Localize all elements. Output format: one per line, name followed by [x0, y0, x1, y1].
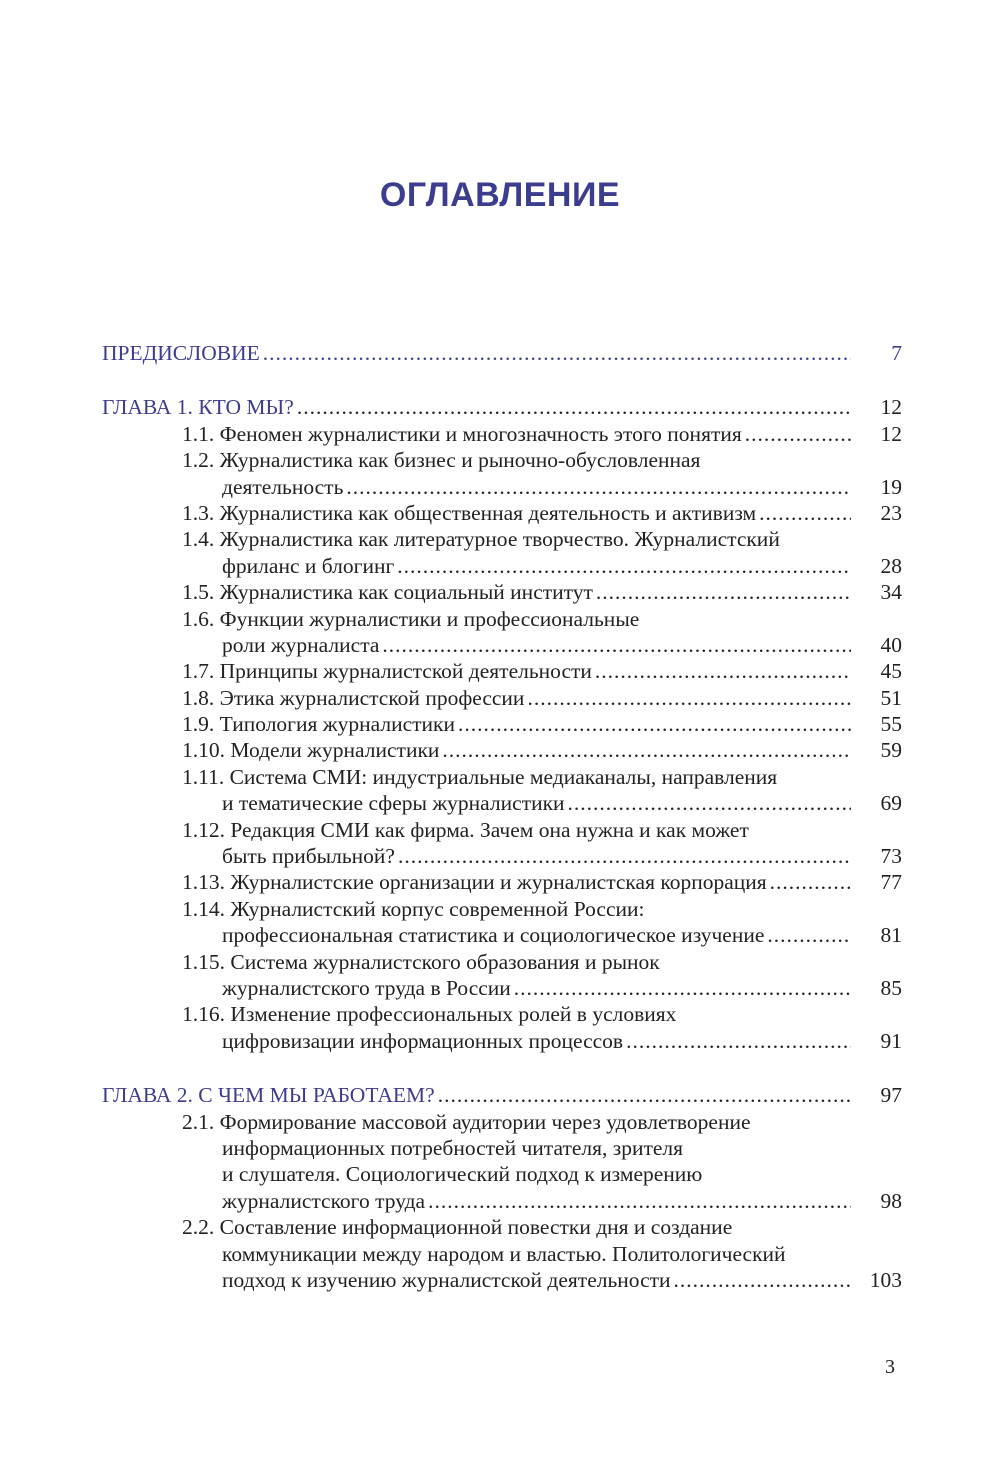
toc-entry-section-2-1-cont[interactable]	[102, 1135, 902, 1161]
toc-entry-label: информационных потребностей читателя, зрителя	[222, 1135, 684, 1160]
toc-entry-section-1-2-cont[interactable]	[102, 474, 902, 500]
toc-page-number: 59	[880, 738, 902, 763]
toc-entry-label: 1.16. Изменение профессиональных ролей в условиях	[182, 1002, 677, 1027]
leader-dots	[674, 1267, 851, 1293]
leader-dots	[346, 474, 851, 500]
toc-entry-section-1-4[interactable]	[102, 526, 902, 552]
toc-page-number: 40	[880, 632, 902, 657]
leader-dots	[595, 658, 851, 684]
toc-entry-label: 1.11. Система СМИ: индустриальные медиаканалы, направления	[182, 764, 778, 789]
toc-page-number: 85	[880, 975, 902, 1000]
toc-page-number: 98	[880, 1188, 902, 1213]
toc-entry-section-1-14[interactable]	[102, 896, 902, 922]
toc-page-number: 28	[880, 553, 902, 578]
toc-page-number: 91	[880, 1028, 902, 1053]
toc-page-number: 81	[880, 923, 902, 948]
toc-entry-section-1-10[interactable]	[102, 737, 902, 763]
toc-page-number: 12	[880, 395, 902, 420]
toc-entry-section-1-8[interactable]	[102, 685, 902, 711]
toc-page-number: 45	[880, 659, 902, 684]
toc-entry-label: 1.14. Журналистский корпус современной России:	[182, 896, 645, 921]
toc-entry-section-1-6-cont[interactable]	[102, 632, 902, 658]
toc-entry-label: деятельность	[222, 474, 344, 499]
toc-entry-section-2-1-cont[interactable]	[102, 1188, 902, 1214]
toc-entry-section-2-2-cont[interactable]	[102, 1267, 902, 1293]
spacer	[102, 366, 902, 394]
toc-entry-section-1-13[interactable]	[102, 869, 902, 895]
leader-dots	[297, 394, 851, 420]
toc-entry-chapter-1[interactable]	[102, 394, 902, 420]
toc-page-number: 51	[880, 685, 902, 710]
toc-entry-section-1-4-cont[interactable]	[102, 553, 902, 579]
toc-entry-label: 1.5. Журналистика как социальный институт	[182, 580, 593, 605]
toc-entry-section-1-6[interactable]	[102, 606, 902, 632]
leader-dots	[767, 922, 851, 948]
toc-entry-label: фриланс и блогинг	[222, 553, 395, 578]
toc-entry-label: 1.6. Функции журналистики и профессиональные	[182, 606, 640, 631]
toc-entry-label: 1.12. Редакция СМИ как фирма. Зачем она нужна и как может	[182, 817, 749, 842]
toc-entry-label: 2.2. Составление информационной повестки дня и создание	[182, 1215, 733, 1240]
toc-entry-label: 1.4. Журналистика как литературное творчество. Журналистский	[182, 527, 780, 552]
toc-page-number: 77	[880, 870, 902, 895]
toc-entry-section-1-5[interactable]	[102, 579, 902, 605]
toc-entry-section-2-2[interactable]	[102, 1214, 902, 1240]
toc-entry-section-1-15[interactable]	[102, 949, 902, 975]
toc-entry-section-1-11[interactable]	[102, 764, 902, 790]
leader-dots	[514, 975, 851, 1001]
toc-page-number: 23	[880, 500, 902, 525]
page-title: ОГЛАВЛЕНИЕ	[379, 176, 621, 214]
toc-entry-section-2-1-cont[interactable]	[102, 1161, 902, 1187]
toc-page-number: 97	[880, 1083, 902, 1108]
toc-entry-section-1-7[interactable]	[102, 658, 902, 684]
toc-entry-label: 1.2. Журналистика как бизнес и рыночно-обусловленная	[182, 448, 701, 473]
leader-dots	[428, 1188, 851, 1214]
toc-page-number: 12	[880, 421, 902, 446]
toc-entry-label: 1.13. Журналистские организации и журналистская корпорация	[182, 870, 767, 895]
leader-dots	[382, 632, 851, 658]
toc-entry-label: 1.1. Феномен журналистики и многозначность этого понятия	[182, 421, 742, 446]
toc-entry-section-2-1[interactable]	[102, 1109, 902, 1135]
leader-dots	[442, 737, 851, 763]
table-of-contents	[102, 340, 902, 1293]
toc-entry-section-1-16-cont[interactable]	[102, 1028, 902, 1054]
toc-entry-label: ГЛАВА 2. С ЧЕМ МЫ РАБОТАЕМ?	[102, 1083, 435, 1108]
toc-entry-label: и тематические сферы журналистики	[222, 791, 565, 816]
toc-entry-label: журналистского труда	[222, 1188, 426, 1213]
toc-page-number: 103	[869, 1267, 902, 1292]
leader-dots	[596, 579, 851, 605]
toc-page-number: 7	[891, 341, 902, 365]
toc-entry-section-1-14-cont[interactable]	[102, 922, 902, 948]
toc-entry-section-1-1[interactable]	[102, 421, 902, 447]
toc-entry-label: журналистского труда в России	[222, 975, 511, 1000]
toc-entry-section-1-11-cont[interactable]	[102, 790, 902, 816]
toc-entry-label: 1.10. Модели журналистики	[182, 738, 440, 763]
toc-entry-section-1-15-cont[interactable]	[102, 975, 902, 1001]
toc-entry-section-1-12-cont[interactable]	[102, 843, 902, 869]
leader-dots	[438, 1082, 851, 1108]
leader-dots	[770, 869, 851, 895]
toc-page-number: 34	[880, 580, 902, 605]
toc-entry-section-1-9[interactable]	[102, 711, 902, 737]
toc-entry-label: 1.8. Этика журналистской профессии	[182, 685, 525, 710]
toc-entry-preface[interactable]	[102, 340, 902, 366]
toc-entry-label: роли журналиста	[222, 632, 380, 657]
toc-entry-section-1-12[interactable]	[102, 817, 902, 843]
leader-dots	[626, 1028, 851, 1054]
toc-entry-label: 1.9. Типология журналистики	[182, 712, 455, 737]
toc-page-number: 55	[880, 712, 902, 737]
toc-entry-label: коммуникации между народом и властью. Политологический	[222, 1241, 786, 1266]
leader-dots	[458, 711, 851, 737]
toc-entry-label: 1.15. Система журналистского образования и рынок	[182, 949, 660, 974]
toc-entry-label: 2.1. Формирование массовой аудитории через удовлетворение	[182, 1109, 751, 1134]
toc-entry-section-2-2-cont[interactable]	[102, 1241, 902, 1267]
toc-entry-section-1-2[interactable]	[102, 447, 902, 473]
toc-entry-label: профессиональная статистика и социологическое изучение	[222, 923, 765, 948]
toc-entry-chapter-2[interactable]	[102, 1082, 902, 1108]
toc-entry-label: 1.7. Принципы журналистской деятельности	[182, 659, 592, 684]
leader-dots	[759, 500, 851, 526]
toc-entry-section-1-16[interactable]	[102, 1001, 902, 1027]
toc-entry-label: подход к изучению журналистской деятельности	[222, 1267, 671, 1292]
toc-page-number: 69	[880, 791, 902, 816]
toc-entry-label: цифровизации информационных процессов	[222, 1028, 624, 1053]
toc-entry-label: ПРЕДИСЛОВИЕ	[102, 341, 260, 365]
leader-dots	[397, 553, 851, 579]
toc-entry-label: ГЛАВА 1. КТО МЫ?	[102, 395, 294, 420]
leader-dots	[527, 685, 851, 711]
toc-entry-label: 1.3. Журналистика как общественная деятельность и активизм	[182, 500, 757, 525]
toc-entry-label: и слушателя. Социологический подход к измерению	[222, 1162, 703, 1187]
spacer	[102, 1054, 902, 1082]
toc-entry-section-1-3[interactable]	[102, 500, 902, 526]
leader-dots	[745, 421, 851, 447]
leader-dots	[398, 843, 851, 869]
page-number: 3	[885, 1356, 895, 1378]
toc-entry-label: быть прибыльной?	[222, 844, 395, 869]
leader-dots	[568, 790, 851, 816]
toc-page-number: 19	[880, 474, 902, 499]
leader-dots	[263, 340, 851, 366]
toc-page-number: 73	[880, 844, 902, 869]
